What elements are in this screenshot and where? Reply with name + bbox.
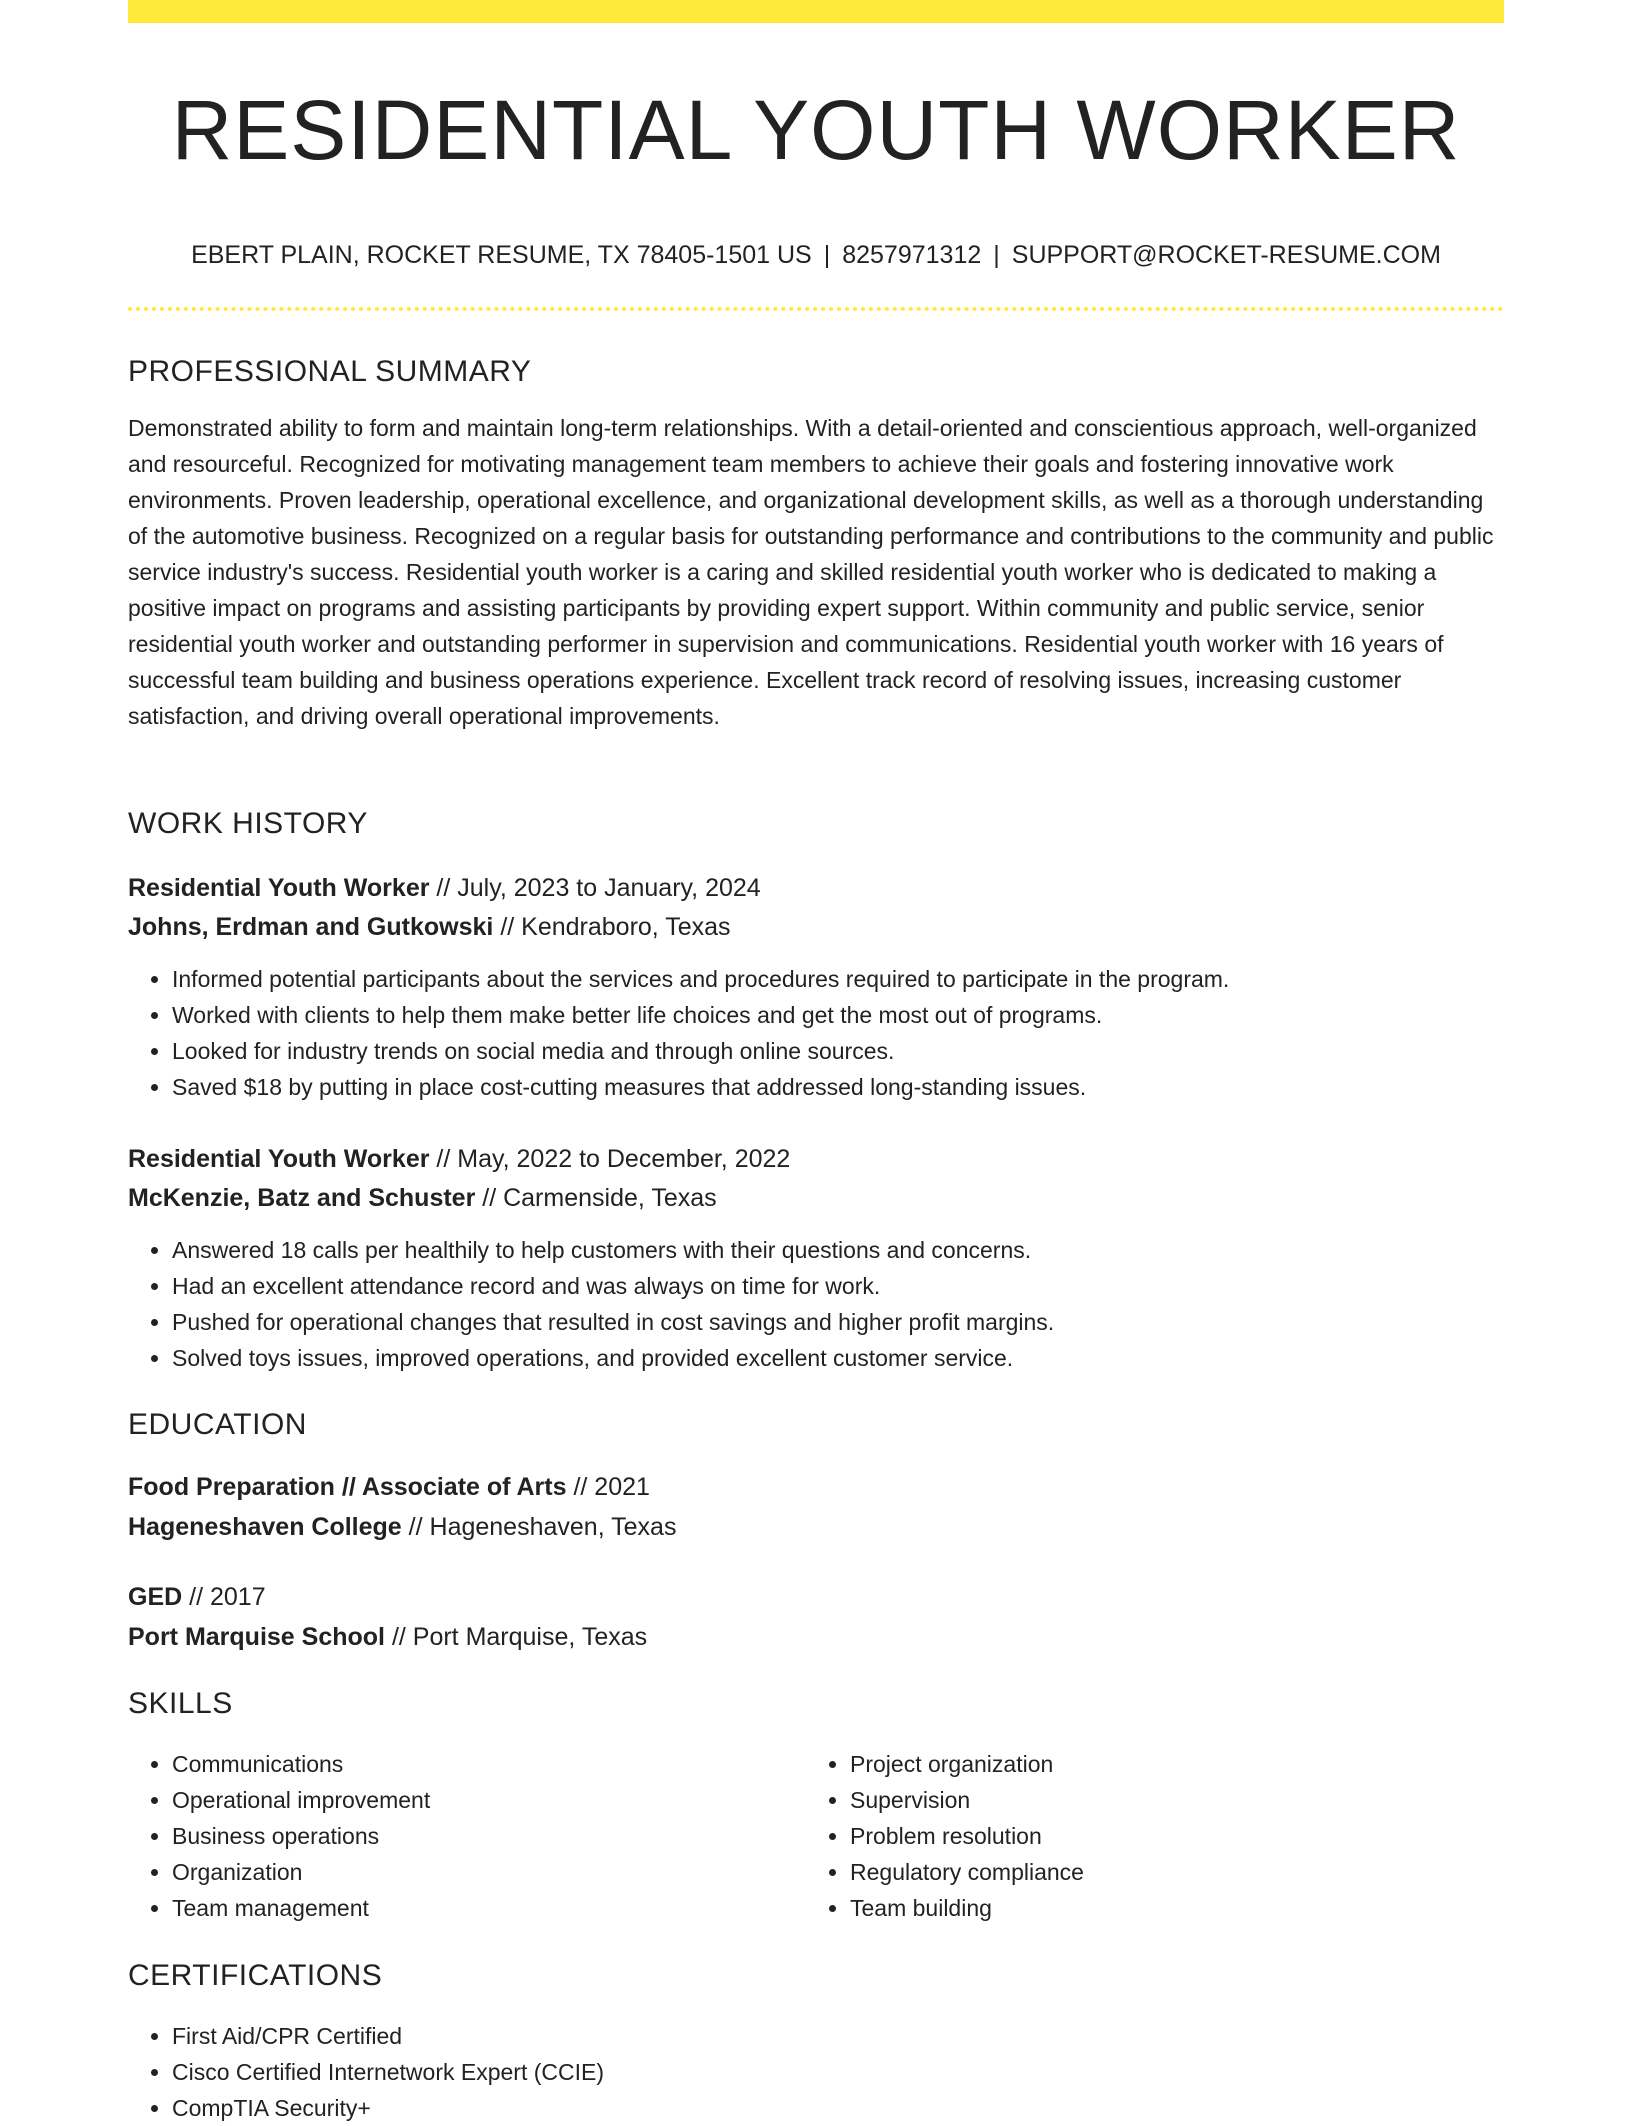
- skills-column-right: [806, 1746, 1084, 1926]
- education-school: Hageneshaven College: [128, 1513, 402, 1541]
- education-section: [128, 1405, 1504, 1445]
- job-bullets: [128, 961, 1504, 1105]
- contact-separator: |: [823, 241, 831, 269]
- summary-text: Demonstrated ability to form and maintain long-term relationships. With a detail-oriented and conscientious approach, well-organized and resourceful. Recognized for motivating management team members to achieve their goals and fostering innovative work environments. Proven leadership, operational excellence, and organizational development skills, as well as a thorough understanding of the automotive business. Recognized on a regular basis for outstanding performance and contributions to the community and public service industry's success. Residential youth worker is a caring and skilled residential youth worker who is dedicated to making a positive impact on programs and assisting participants by providing expert support. Within community and public service, senior residential youth worker and outstanding performer in supervision and communications. Residential youth worker with 16 years of successful team building and business operations experience. Excellent track record of resolving issues, increasing customer satisfaction, and driving overall operational improvements.: [128, 415, 1494, 729]
- certification-item: • CompTIA Security+: [172, 2090, 1504, 2126]
- education-degree: GED: [128, 1583, 183, 1611]
- summary-section: [128, 352, 1504, 734]
- job-entry: [128, 1140, 1504, 1376]
- skill-item: • Regulatory compliance: [850, 1854, 1084, 1890]
- job-role: Residential Youth Worker: [128, 1145, 430, 1173]
- certification-item: • Cisco Certified Internetwork Expert (CCIE): [172, 2054, 1504, 2090]
- job-bullet: • Informed potential participants about the services and procedures required to participate in the program.: [172, 961, 1504, 997]
- certifications-title: CERTIFICATIONS: [128, 1959, 383, 1992]
- resume-name: RESIDENTIAL YOUTH WORKER: [171, 83, 1461, 177]
- education-entry: [128, 1578, 1504, 1657]
- skills-section: [128, 1684, 1504, 1724]
- job-bullet: • Answered 18 calls per healthily to help customers with their questions and concerns.: [172, 1232, 1504, 1268]
- job-dates: // July, 2023 to January, 2024: [436, 874, 761, 902]
- job-location: // Carmenside, Texas: [482, 1184, 717, 1212]
- education-location: // Port Marquise, Texas: [391, 1623, 648, 1651]
- job-bullet: • Solved toys issues, improved operations, and provided excellent customer service.: [172, 1340, 1504, 1376]
- job-bullets: [128, 1232, 1504, 1376]
- top-accent-bar: [128, 0, 1504, 23]
- skill-item: • Business operations: [172, 1818, 430, 1854]
- education-degree: Food Preparation // Associate of Arts: [128, 1473, 567, 1501]
- skill-item: • Project organization: [850, 1746, 1084, 1782]
- contact-phone: 8257971312: [842, 241, 982, 269]
- skill-item: • Supervision: [850, 1782, 1084, 1818]
- skill-item: • Communications: [172, 1746, 430, 1782]
- education-location: // Hageneshaven, Texas: [408, 1513, 677, 1541]
- job-company: McKenzie, Batz and Schuster: [128, 1184, 476, 1212]
- skill-item: • Problem resolution: [850, 1818, 1084, 1854]
- job-bullet: • Had an excellent attendance record and was always on time for work.: [172, 1268, 1504, 1304]
- work-history-section: [128, 804, 1504, 844]
- skill-item: • Team building: [850, 1890, 1084, 1926]
- dotted-divider: [128, 307, 1504, 311]
- job-dates: // May, 2022 to December, 2022: [436, 1145, 791, 1173]
- job-bullet: • Worked with clients to help them make better life choices and get the most out of programs.: [172, 997, 1504, 1033]
- certifications-list: [128, 2018, 1504, 2126]
- skill-item: • Operational improvement: [172, 1782, 430, 1818]
- job-entry: [128, 869, 1504, 1105]
- job-company: Johns, Erdman and Gutkowski: [128, 913, 494, 941]
- contact-email: SUPPORT@ROCKET-RESUME.COM: [1011, 241, 1441, 269]
- job-role: Residential Youth Worker: [128, 874, 430, 902]
- skill-item: • Organization: [172, 1854, 430, 1890]
- job-bullet: • Looked for industry trends on social media and through online sources.: [172, 1033, 1504, 1069]
- contact-line: [128, 238, 1504, 272]
- education-year: // 2021: [573, 1473, 650, 1501]
- job-bullet: • Saved $18 by putting in place cost-cutting measures that addressed long-standing issues.: [172, 1069, 1504, 1105]
- education-entry: [128, 1468, 1504, 1547]
- education-title: EDUCATION: [128, 1408, 307, 1441]
- skill-item: • Team management: [172, 1890, 430, 1926]
- work-history-title: WORK HISTORY: [128, 807, 368, 840]
- skills-title: SKILLS: [128, 1687, 233, 1720]
- certifications-section: [128, 1956, 1504, 2126]
- job-bullet: • Pushed for operational changes that resulted in cost savings and higher profit margins.: [172, 1304, 1504, 1340]
- certification-item: • First Aid/CPR Certified: [172, 2018, 1504, 2054]
- education-school: Port Marquise School: [128, 1623, 385, 1651]
- summary-title: PROFESSIONAL SUMMARY: [128, 355, 532, 388]
- contact-address: EBERT PLAIN, ROCKET RESUME, TX 78405-1501 US: [191, 241, 812, 269]
- education-year: // 2017: [189, 1583, 266, 1611]
- job-location: // Kendraboro, Texas: [500, 913, 731, 941]
- skills-column-left: [128, 1746, 430, 1926]
- contact-separator: |: [993, 241, 1000, 269]
